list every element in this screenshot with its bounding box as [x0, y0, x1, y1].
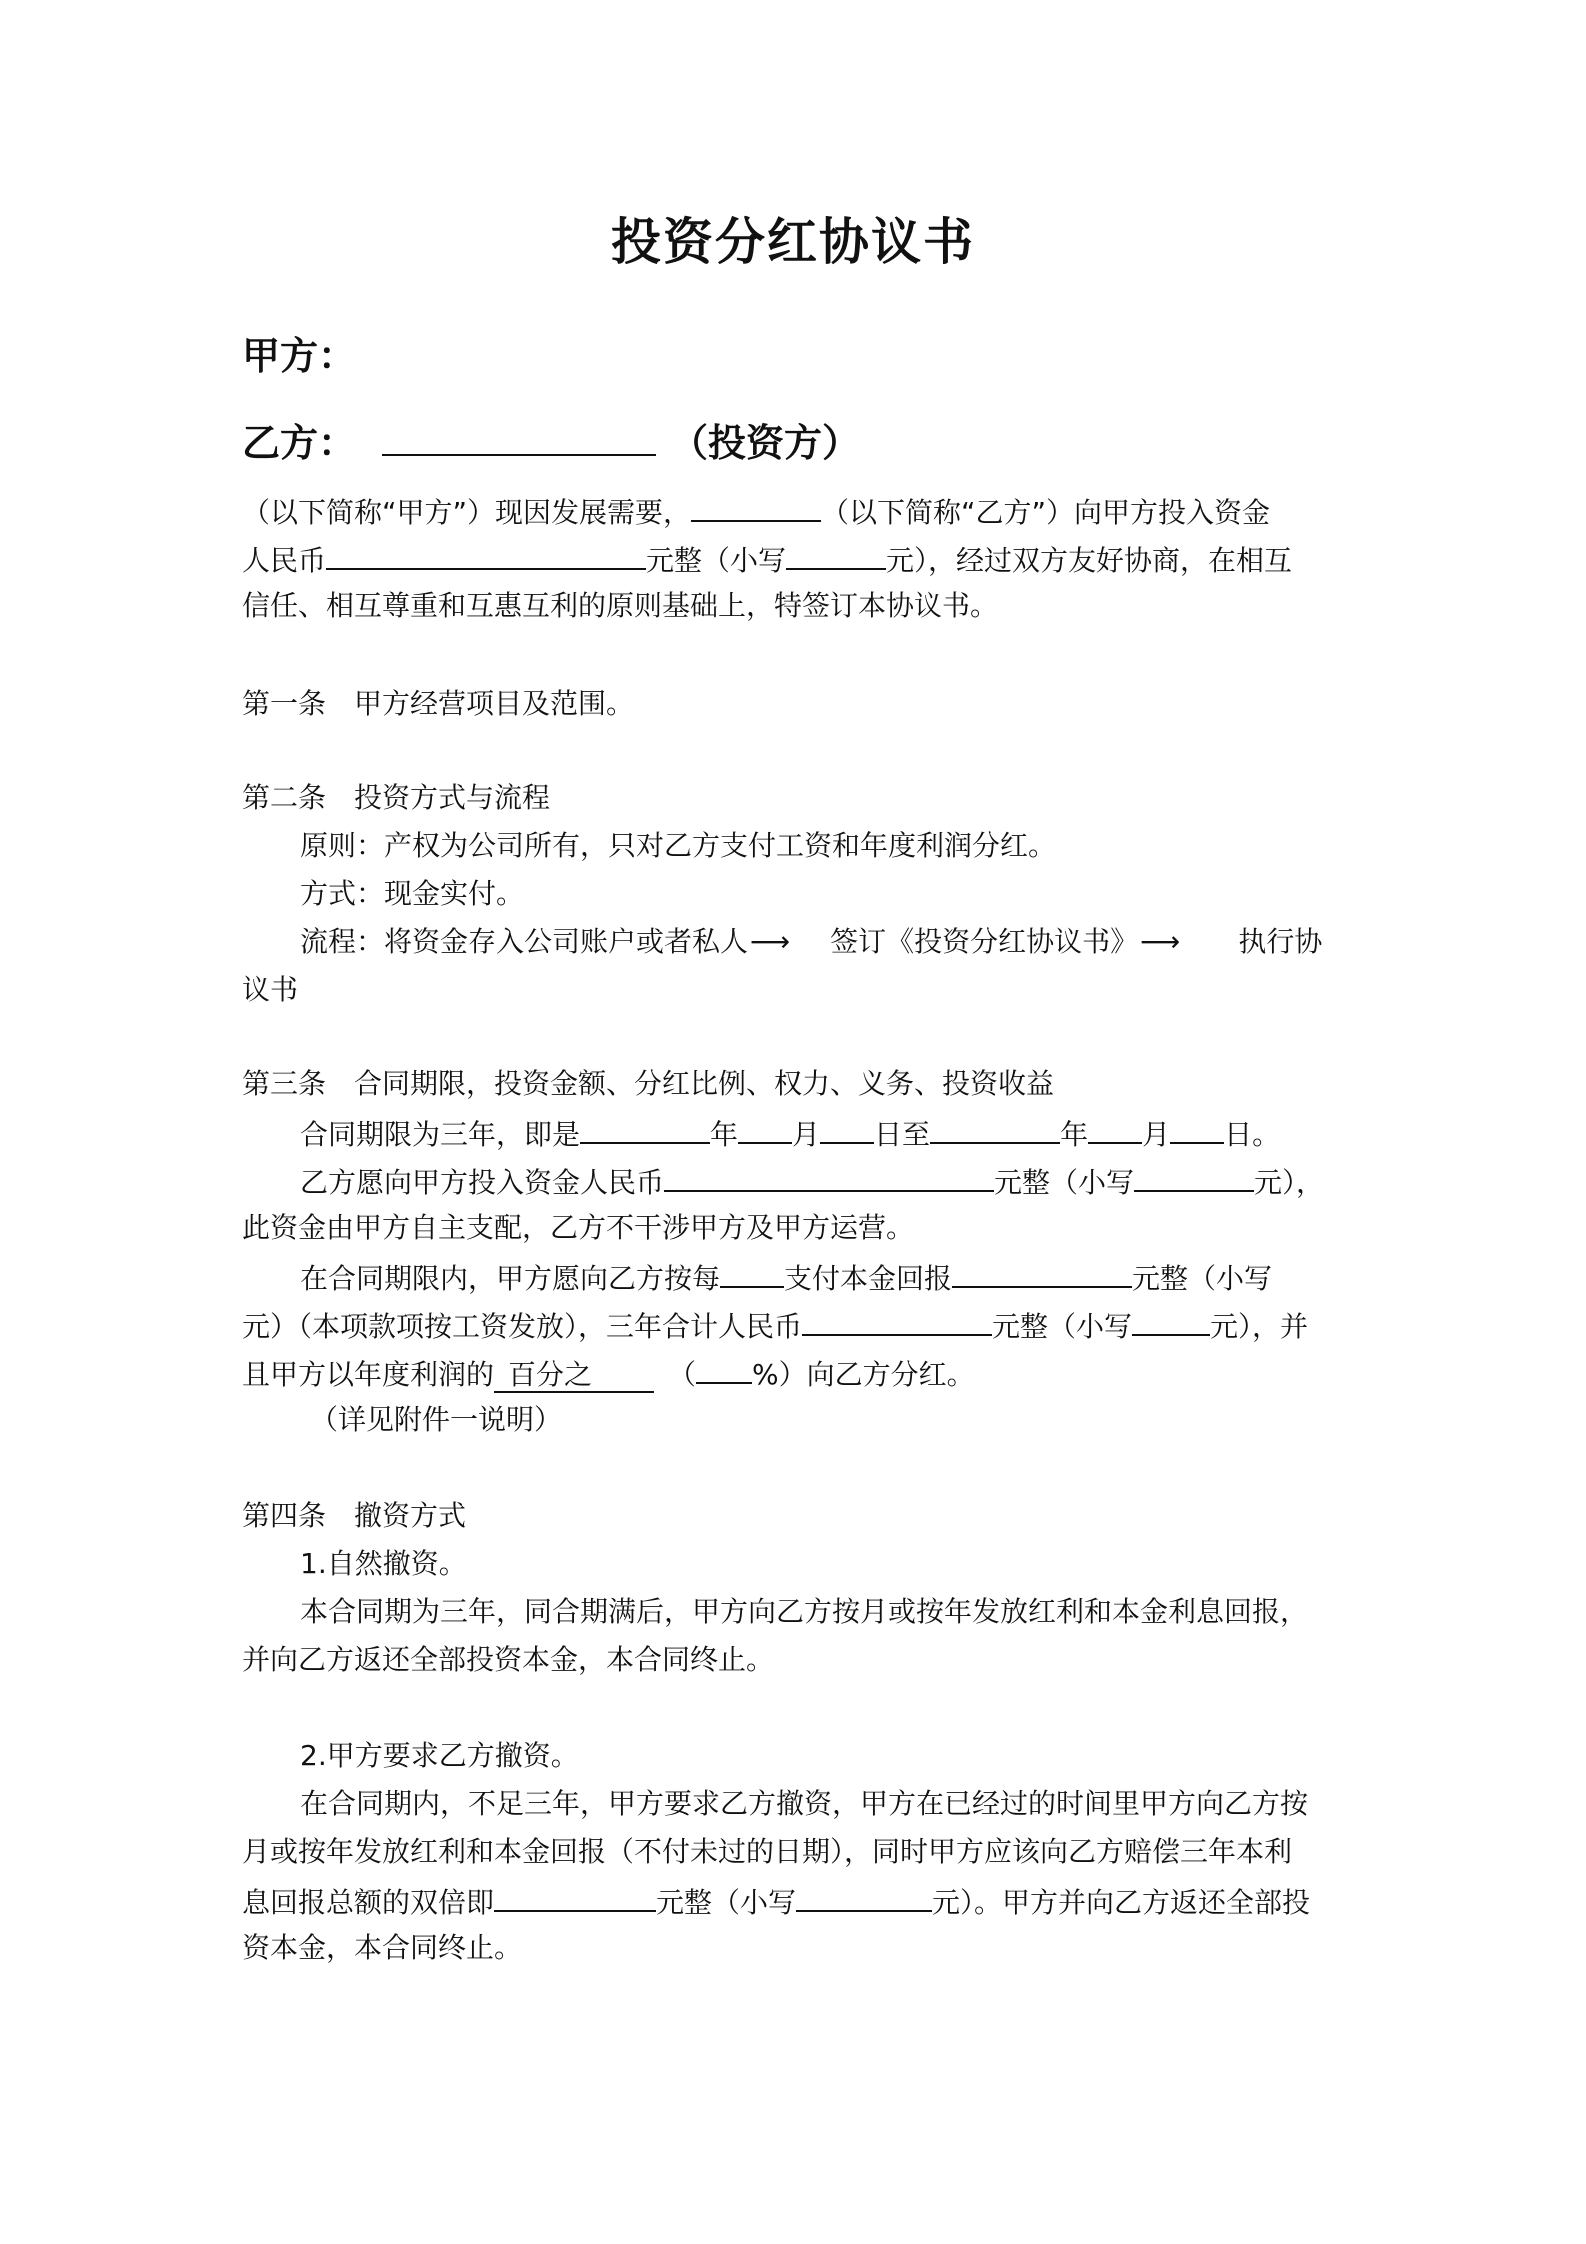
- pay-text: 元）（本项款项按工资发放），三年合计人民币: [242, 1310, 803, 1343]
- pay-text: 支付本金回报: [784, 1262, 953, 1295]
- article-3-profit: [242, 1352, 975, 1395]
- flow-step-text: 签订《投资分红协议书》: [830, 925, 1139, 958]
- party-a-line: [242, 330, 356, 382]
- withdraw-text: 元整（小写: [656, 1886, 797, 1919]
- article-4-s1-p2: 并向乙方返还全部投资本金，本合同终止。: [242, 1643, 775, 1676]
- preamble-text: （以下简称“乙方”）向甲方投入资金: [821, 496, 1271, 529]
- compensation-amount-blank[interactable]: [494, 1880, 656, 1912]
- term-text: 年: [1060, 1118, 1089, 1151]
- profit-text: （: [668, 1358, 697, 1391]
- blank-field[interactable]: [691, 490, 821, 522]
- party-b-label: 乙方：: [242, 421, 357, 465]
- article-3-pay-cont: [242, 1304, 1308, 1347]
- pay-period-blank[interactable]: [720, 1256, 784, 1288]
- invest-text: 乙方愿向甲方投入资金人民币: [300, 1166, 665, 1199]
- pay-text: 在合同期限内，甲方愿向乙方按每: [300, 1262, 721, 1295]
- article-2-principle: 原则：产权为公司所有，只对乙方支付工资和年度利润分红。: [300, 829, 1057, 862]
- flow-step-text: 执行协: [1238, 925, 1323, 958]
- preamble-text: 元），经过双方友好协商，在相互: [886, 544, 1293, 577]
- invest-text: 元整（小写: [994, 1166, 1135, 1199]
- preamble-line-3: 信任、相互尊重和互惠互利的原则基础上，特签订本协议书。: [242, 589, 999, 622]
- arrow-right-icon: ⟶: [750, 925, 791, 958]
- article-4-s2-title: 2.甲方要求乙方撤资。: [300, 1739, 579, 1772]
- preamble-text: （以下简称“甲方”）现因发展需要，: [242, 496, 692, 529]
- article-2-flow-cont: 议书: [242, 973, 299, 1006]
- term-text: 月: [1142, 1118, 1171, 1151]
- article-4-s2-p4: 资本金，本合同终止。: [242, 1931, 523, 1964]
- article-1-heading: 第一条 甲方经营项目及范围。: [242, 687, 635, 720]
- blank-field[interactable]: [326, 538, 646, 570]
- document-title: 投资分红协议书: [611, 213, 975, 271]
- article-4-s2-p2: 月或按年发放红利和本金回报（不付未过的日期），同时甲方应该向乙方赔偿三年本利: [242, 1835, 1293, 1868]
- start-year-blank[interactable]: [580, 1112, 710, 1144]
- withdraw-text: 元）。甲方并向乙方返还全部投: [932, 1886, 1311, 1919]
- article-3-invest-cont: 此资金由甲方自主支配，乙方不干涉甲方及甲方运营。: [242, 1211, 915, 1244]
- article-2-heading: 第二条 投资方式与流程: [242, 781, 551, 814]
- flow-step-text: 流程：将资金存入公司账户或者私人: [300, 925, 749, 958]
- compensation-figures-blank[interactable]: [796, 1880, 932, 1912]
- preamble-text: 元整（小写: [646, 544, 787, 577]
- invest-text: 元），: [1254, 1166, 1325, 1199]
- party-a-label: 甲方：: [242, 334, 357, 378]
- profit-text: %）向乙方分红。: [752, 1358, 975, 1391]
- party-b-line: [242, 414, 860, 469]
- article-3-invest: [300, 1160, 1324, 1203]
- blank-field[interactable]: [786, 538, 886, 570]
- article-3-pay: [300, 1256, 1272, 1299]
- party-b-role: （投资方）: [670, 421, 861, 465]
- article-3-heading: 第三条 合同期限，投资金额、分红比例、权力、义务、投资收益: [242, 1067, 1055, 1100]
- pay-amount-blank[interactable]: [952, 1256, 1132, 1288]
- end-year-blank[interactable]: [930, 1112, 1060, 1144]
- term-text: 年: [710, 1118, 739, 1151]
- article-4-heading: 第四条 撤资方式: [242, 1499, 467, 1532]
- article-4-s1-title: 1.自然撤资。: [300, 1547, 467, 1580]
- term-text: 日至: [874, 1118, 931, 1151]
- invest-amount-blank[interactable]: [664, 1160, 994, 1192]
- profit-share-label: 百分之: [508, 1358, 593, 1391]
- preamble-line-1: [242, 490, 1270, 533]
- withdraw-text: 息回报总额的双倍即: [242, 1886, 495, 1919]
- article-2-method: 方式：现金实付。: [300, 877, 525, 910]
- profit-share-field[interactable]: [494, 1359, 654, 1393]
- end-month-blank[interactable]: [1088, 1112, 1142, 1144]
- term-text: 日。: [1224, 1118, 1281, 1151]
- article-3-note: （详见附件一说明）: [310, 1403, 563, 1436]
- arrow-right-icon: ⟶: [1140, 925, 1181, 958]
- total-amount-blank[interactable]: [802, 1304, 992, 1336]
- party-b-blank[interactable]: [382, 414, 656, 456]
- article-4-s2-p1: 在合同期内，不足三年，甲方要求乙方撤资，甲方在已经过的时间里甲方向乙方按: [300, 1787, 1309, 1820]
- article-2-flow: [300, 922, 1322, 962]
- term-text: 月: [792, 1118, 821, 1151]
- total-figures-blank[interactable]: [1132, 1304, 1210, 1336]
- term-text: 合同期限为三年，即是: [300, 1118, 581, 1151]
- profit-text: 且甲方以年度利润的: [242, 1358, 495, 1391]
- preamble-line-2: [242, 538, 1292, 581]
- article-4-s1-p1: 本合同期为三年，同合期满后，甲方向乙方按月或按年发放红利和本金利息回报，: [300, 1595, 1309, 1628]
- start-day-blank[interactable]: [820, 1112, 874, 1144]
- start-month-blank[interactable]: [738, 1112, 792, 1144]
- pay-text: 元整（小写: [992, 1310, 1133, 1343]
- article-3-term: [300, 1112, 1280, 1155]
- preamble-text: 人民币: [242, 544, 327, 577]
- end-day-blank[interactable]: [1170, 1112, 1224, 1144]
- invest-figures-blank[interactable]: [1134, 1160, 1254, 1192]
- pay-text: 元整（小写: [1132, 1262, 1273, 1295]
- profit-percent-blank[interactable]: [696, 1352, 752, 1384]
- article-4-s2-p3: [242, 1880, 1310, 1923]
- pay-text: 元），并: [1210, 1310, 1309, 1343]
